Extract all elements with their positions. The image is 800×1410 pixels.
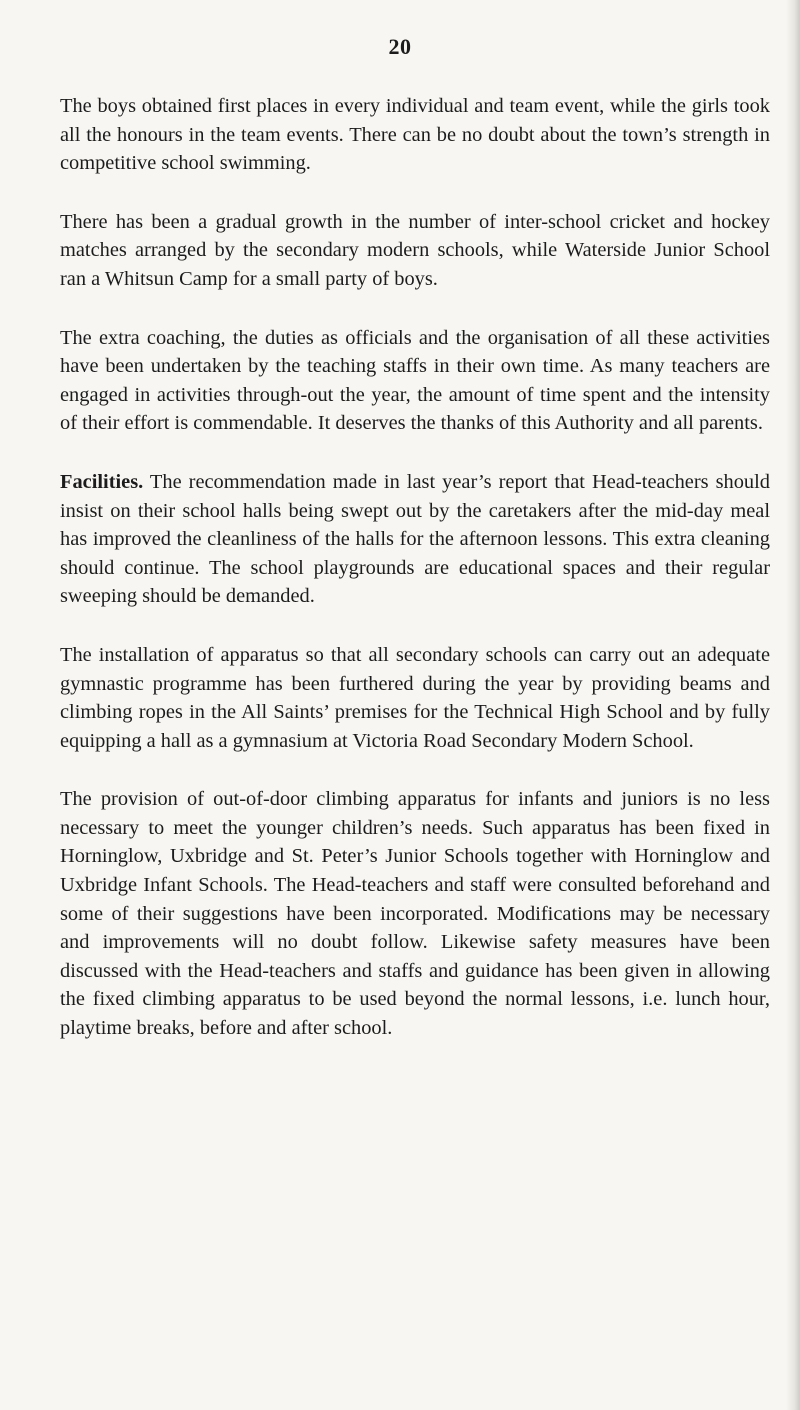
paragraph-gymnastic-apparatus: The installation of apparatus so that all secondary schools can carry out an adequate gymnastic programme has been furthered during the year by providing beams and climbing ropes in the All Saints’ premises for the Technical High School and by fully equipping a hall as a gymnasium at Victoria Road Secondary Modern School. xyxy=(60,643,770,752)
paragraph-extra-coaching: The extra coaching, the duties as officials and the organisation of all these activities have been undertaken by the teaching staffs in their own time. As many teachers are engaged in activities through-out the year, the amount of time spent and the intensity of their effort is commendable. It deserves the thanks of this Authority and all parents. xyxy=(60,326,770,435)
paragraph-inter-school-matches: There has been a gradual growth in the number of inter-school cricket and hockey matches arranged by the secondary modern schools, while Waterside Junior School ran a Whitsun Camp for a small party of boys. xyxy=(60,210,770,290)
paragraph-swimming: The boys obtained first places in every individual and team event, while the girls took all the honours in the team events. There can be no doubt about the town’s strength in competitive school swimming. xyxy=(60,95,770,175)
paragraph-facilities-text: The recommendation made in last year’s report that Head-teachers should insist on their school halls being swept out by the caretakers after the mid-day meal has improved the cleanliness of the halls for the afternoon lessons. This extra cleaning should continue. The school playgrounds are educational spaces and their regular sweeping should be demanded. xyxy=(60,470,770,608)
document-body xyxy=(60,92,770,1073)
page-edge-shadow xyxy=(786,0,800,1410)
page-number: 20 xyxy=(388,34,412,59)
paragraph-climbing-apparatus: The provision of out-of-door climbing apparatus for infants and juniors is no less necessary to meet the younger children’s needs. Such apparatus has been fixed in Horninglow, Uxbridge and St. Peter’s Junior Schools together with Horninglow and Uxbridge Infant Schools. The Head-teachers and staff were consulted beforehand and some of their suggestions have been incorporated. Modifications may be necessary and improvements will no doubt follow. Likewise safety measures have been discussed with the Head-teachers and staffs and guidance has been given in allowing the fixed climbing apparatus to be used beyond the normal lessons, i.e. lunch hour, playtime breaks, before and after school. xyxy=(60,788,770,1040)
section-heading-facilities: Facilities. xyxy=(60,470,144,493)
paragraph-facilities xyxy=(60,468,770,611)
